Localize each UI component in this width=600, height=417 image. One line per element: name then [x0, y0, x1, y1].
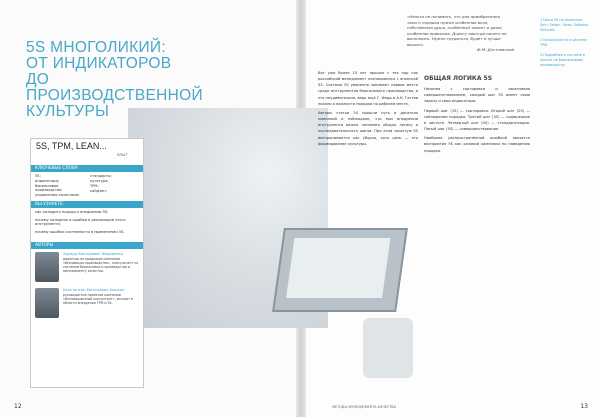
- author-photo: [35, 288, 59, 318]
- quote-author: Ф.М. Достоевский: [477, 47, 514, 52]
- title-line-2: ОТ ИНДИКАТОРОВ: [26, 55, 172, 72]
- workspace-photo: [128, 108, 328, 328]
- keyword: бережливое производство;: [35, 184, 63, 192]
- running-footer: МЕТОДЫ МЕНЕДЖМЕНТА КАЧЕСТВА: [332, 405, 396, 409]
- article-info-card: [30, 138, 144, 388]
- title-line-3: ДО ПРОИЗВОДСТВЕННОЙ: [26, 71, 203, 104]
- author-name: Эдуард Викторович Федоренко: [63, 252, 123, 256]
- learn-item: почему холодное и ошибки в реализации этого инструмента;: [35, 218, 126, 226]
- section-header: ОБЩАЯ ЛОГИКА 5S: [424, 75, 493, 82]
- text-column-2: [424, 70, 530, 380]
- keyword: стандарты;: [90, 174, 112, 178]
- keyword: индикаторы;: [35, 179, 60, 183]
- text-column-1: [318, 70, 418, 380]
- article-title: [26, 40, 206, 120]
- keyword: TPM;: [90, 184, 99, 188]
- title-line-4: КУЛЬТУРЫ: [26, 103, 110, 120]
- author-photo: [35, 252, 59, 282]
- keyword: управление качеством;: [35, 193, 80, 197]
- authors-header: АВТОРЫ: [31, 242, 143, 249]
- margin-note: 3 Подробнее о системе в книгах по бережливому производству.: [540, 53, 585, 67]
- card-subtitle: опыт: [117, 152, 128, 157]
- author-entry: [31, 285, 143, 321]
- author-bio: руководитель проектов компании «Инновационный консалтинг», эксперт в области внедрения TPM и 5S.: [63, 293, 133, 305]
- learn-header: ВЫ УЗНАЕТЕ:: [31, 201, 143, 208]
- paragraph: Начиная с сортировки и заканчивая совершенствованием, каждый шаг 5S имеет свою задачу и свои индикаторы.: [424, 87, 530, 104]
- keyword: кайдзен;: [90, 189, 107, 193]
- paragraph: Авторы статьи 5S прошли путь в десятках компаний и наблюдали, что при внедрении инструмента важно понимать общую логику и последовательность шагов. При этом зачастую 5S воспринимается как уборка, хотя цель — это формирование культуры.: [318, 110, 418, 146]
- title-line-1: 5S МНОГОЛИКИЙ:: [26, 39, 166, 56]
- margin-note: 2 Используется в системе TPM.: [540, 38, 587, 47]
- learn-item: почему ошибки системности в применении 5S.: [35, 230, 125, 234]
- epigraph-quote: [407, 14, 514, 53]
- card-title: 5S, TPM, LEAN...: [36, 141, 107, 151]
- author-entry: [31, 249, 143, 285]
- paragraph: Первый шаг (1S) — сортировка. Второй шаг (2S) — соблюдение порядка. Третий шаг (3S) — содержание в чистоте. Четвертый шаг (4S) — стандартизация. Пятый шаг (5S) — совершенствование.: [424, 108, 530, 132]
- author-name: Константин Евгеньевич Кашкин: [63, 288, 125, 292]
- quote-text: «Нельзя не понимать, что для приобретения такого порядка нужна особенная воля, собственная душа, особенный талант и даже, особенная привычка. Дорогу никогда ничего не выполнить. Нужно трудиться, будет и лучше вышло».: [407, 14, 507, 47]
- keywords-header: КЛЮЧЕВЫЕ СЛОВА: [31, 165, 143, 172]
- keyword: 5S;: [35, 174, 41, 178]
- paragraph: Вот уже более 15 лет прошло с тех пор как российский менеджмент познакомился с японской 5S. Система 5S уверенно занимает первое место среди инструментов бережливого производства, и это неудивительно, ведь ещё Г. Форд и А.К. Гастев писали о важности порядка на рабочем месте.: [318, 71, 418, 106]
- paragraph: Наиболее распространённой ошибкой является восприятие 5S как разовой кампании по наведению порядка.: [424, 136, 530, 153]
- margin-note: 1 Шаги 5S на японском: Seiri, Seiton, Seiso, Seiketsu, Shitsuke.: [540, 18, 590, 32]
- author-bio: директор по продажам компании «Инновации-производство», консультант по системам бережливого производства и менеджменту качества.: [63, 257, 139, 273]
- page-number-left: 12: [14, 403, 22, 410]
- page-number-right: 13: [580, 403, 588, 410]
- margin-notes: [540, 18, 592, 73]
- keyword: культура;: [90, 179, 109, 183]
- learn-item: как наладить подход к внедрению 5S;: [35, 210, 109, 214]
